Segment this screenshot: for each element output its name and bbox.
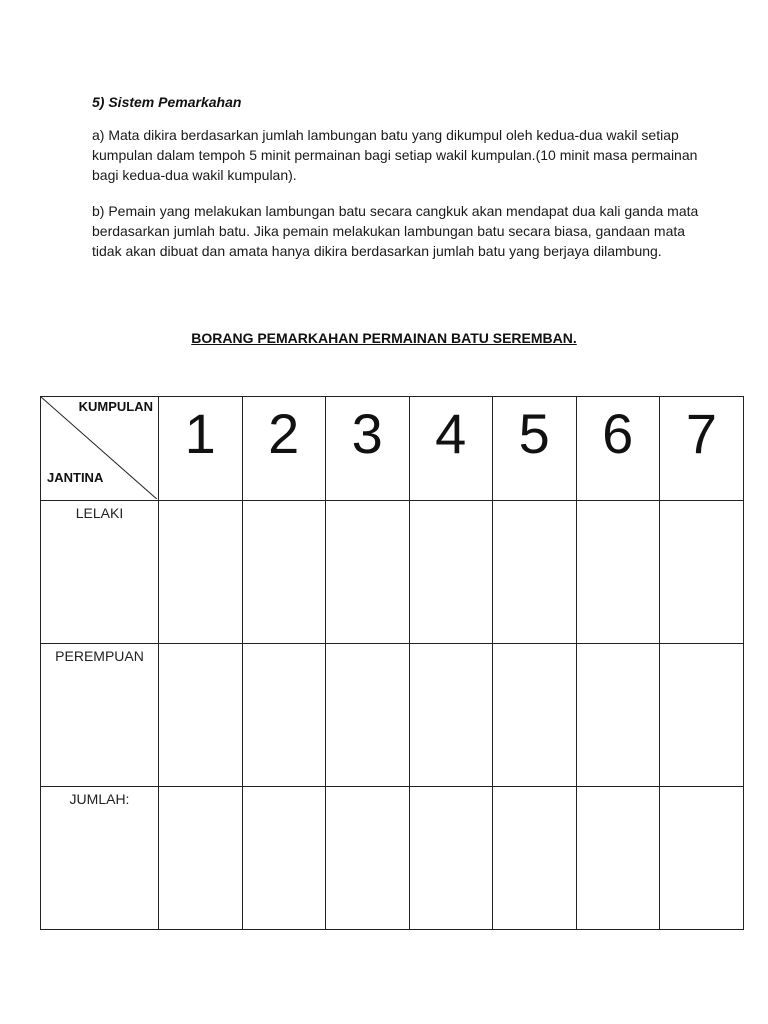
score-cell[interactable] — [660, 787, 744, 930]
score-cell[interactable] — [576, 501, 660, 644]
score-cell[interactable] — [409, 644, 493, 787]
score-cell[interactable] — [576, 644, 660, 787]
score-cell[interactable] — [326, 644, 410, 787]
score-cell[interactable] — [493, 501, 577, 644]
row-lelaki — [41, 501, 744, 644]
group-header-7: 7 — [660, 397, 744, 501]
paragraph-b: b) Pemain yang melakukan lambungan batu secara cangkuk akan mendapat dua kali ganda mata berdasarkan jumlah batu. Jika pemain melakukan lambungan batu secara biasa, gandaan mata tidak akan dibuat dan amata hanya dikira berdasarkan jumlah batu yang berjaya dilambung. — [92, 203, 699, 259]
score-cell[interactable] — [493, 787, 577, 930]
row-perempuan — [41, 644, 744, 787]
section-heading: 5) Sistem Pemarkahan — [92, 94, 242, 110]
score-table — [40, 396, 744, 930]
group-header-2: 2 — [242, 397, 326, 501]
form-title: BORANG PEMARKAHAN PERMAINAN BATU SEREMBAN. — [191, 330, 577, 346]
score-cell[interactable] — [159, 644, 243, 787]
row-jumlah — [41, 787, 744, 930]
score-cell[interactable] — [409, 787, 493, 930]
score-cell[interactable] — [660, 501, 744, 644]
row-label-jumlah: JUMLAH: — [41, 787, 159, 930]
score-cell[interactable] — [159, 787, 243, 930]
group-header-6: 6 — [576, 397, 660, 501]
corner-label-kumpulan: KUMPULAN — [78, 399, 153, 414]
row-label-perempuan: PEREMPUAN — [41, 644, 159, 787]
group-header-4: 4 — [409, 397, 493, 501]
paragraph-a: a) Mata dikira berdasarkan jumlah lambungan batu yang dikumpul oleh kedua-dua wakil setiap kumpulan dalam tempoh 5 minit permainan bagi setiap wakil kumpulan.(10 minit masa permainan bagi kedua-dua wakil kumpulan). — [92, 127, 698, 183]
group-header-1: 1 — [159, 397, 243, 501]
group-header-3: 3 — [326, 397, 410, 501]
group-header-5: 5 — [493, 397, 577, 501]
score-cell[interactable] — [660, 644, 744, 787]
score-cell[interactable] — [242, 501, 326, 644]
score-cell[interactable] — [326, 501, 410, 644]
row-label-lelaki: LELAKI — [41, 501, 159, 644]
corner-label-jantina: JANTINA — [47, 470, 104, 485]
corner-header-cell — [41, 397, 159, 501]
score-cell[interactable] — [326, 787, 410, 930]
score-cell[interactable] — [242, 644, 326, 787]
score-cell[interactable] — [242, 787, 326, 930]
header-row — [41, 397, 744, 501]
score-cell[interactable] — [409, 501, 493, 644]
score-cell[interactable] — [159, 501, 243, 644]
score-cell[interactable] — [576, 787, 660, 930]
score-cell[interactable] — [493, 644, 577, 787]
